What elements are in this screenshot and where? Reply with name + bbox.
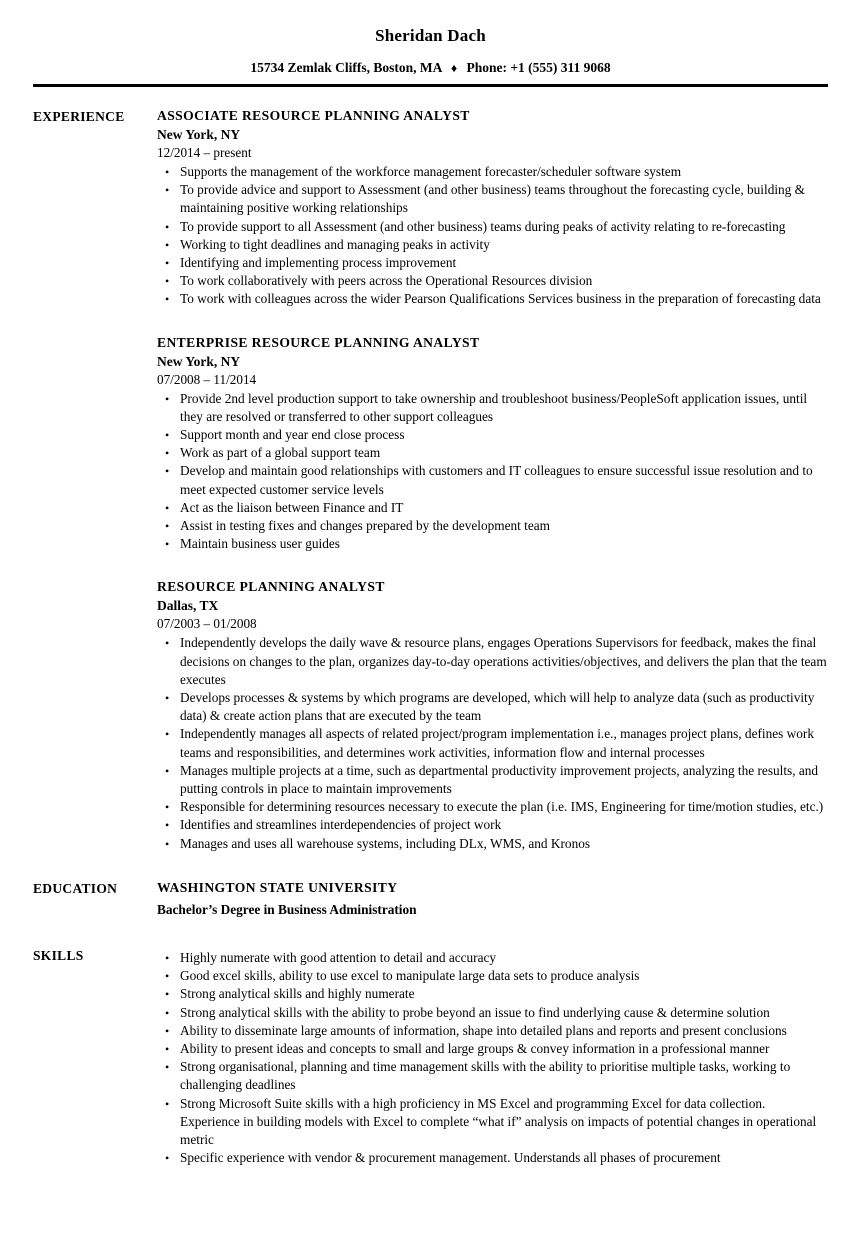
job-bullet: • Work as part of a global support team	[157, 444, 828, 462]
job-bullet: • Responsible for determining resources necessary to execute the plan (i.e. IMS, Engineering for time/motion studies, etc.)	[157, 798, 828, 816]
job-bullet: • Manages and uses all warehouse systems, including DLx, WMS, and Kronos	[157, 835, 828, 853]
contact-address: 15734 Zemlak Cliffs, Boston, MA	[250, 60, 442, 75]
education-section-label: EDUCATION	[33, 880, 118, 896]
job-bullet: • Develops processes & systems by which programs are developed, which will help to analyze data (such as productivity data) & create action plans that are executed by the team	[157, 689, 828, 725]
job-bullet-list	[157, 634, 828, 852]
job-bullet: • Act as the liaison between Finance and IT	[157, 499, 828, 517]
job-location: New York, NY	[157, 127, 241, 142]
skill-bullet: • Strong analytical skills and highly numerate	[157, 985, 828, 1003]
header-divider	[33, 84, 828, 87]
experience-section-label: EXPERIENCE	[33, 109, 125, 124]
skill-bullet: • Strong Microsoft Suite skills with a high proficiency in MS Excel and programming Excel for data collection. Experience in building models with Excel to complete “what if” analysis on impacts of potential changes in operational metric	[157, 1095, 828, 1150]
skills-bullet-list	[157, 949, 828, 1167]
job-title: ASSOCIATE RESOURCE PLANNING ANALYST	[157, 108, 470, 123]
diamond-separator-icon: ♦	[450, 61, 458, 75]
resume-body	[33, 108, 828, 1167]
job-bullet: • Manages multiple projects at a time, such as departmental productivity improvement projects, analyzing the results, and putting controls in place to maintain improvements	[157, 762, 828, 798]
skills-section	[33, 947, 828, 1167]
experience-section	[33, 108, 828, 853]
job-bullet: • Identifying and implementing process improvement	[157, 254, 828, 272]
skill-bullet: • Strong analytical skills with the ability to probe beyond an issue to find underlying cause & determine solution	[157, 1004, 828, 1022]
job-bullet: • Develop and maintain good relationships with customers and IT colleagues to ensure successful issue resolution and to meet expected customer service levels	[157, 462, 828, 498]
job-bullet-list	[157, 390, 828, 554]
skill-bullet: • Ability to disseminate large amounts of information, shape into detailed plans and reports and present conclusions	[157, 1022, 828, 1040]
job-entry	[157, 579, 828, 852]
job-bullet: • Supports the management of the workforce management forecaster/scheduler software system	[157, 163, 828, 181]
job-entry	[157, 335, 828, 554]
skill-bullet: • Good excel skills, ability to use excel to manipulate large data sets to produce analysis	[157, 967, 828, 985]
contact-line	[33, 60, 828, 76]
skill-bullet: • Highly numerate with good attention to detail and accuracy	[157, 949, 828, 967]
education-school: WASHINGTON STATE UNIVERSITY	[157, 879, 398, 895]
skill-bullet: • Specific experience with vendor & procurement management. Understands all phases of procurement	[157, 1149, 828, 1167]
job-location: Dallas, TX	[157, 598, 219, 614]
job-dates: 07/2008 – 11/2014	[157, 371, 257, 387]
job-bullet-list	[157, 163, 828, 309]
education-degree: Bachelor’s Degree in Business Administration	[157, 901, 417, 917]
job-bullet: • Provide 2nd level production support to take ownership and troubleshoot business/PeopleSoft application issues, until they are resolved or transferred to other support colleagues	[157, 390, 828, 426]
job-bullet: • To work collaboratively with peers across the Operational Resources division	[157, 272, 828, 290]
job-location: New York, NY	[157, 353, 241, 369]
job-dates: 07/2003 – 01/2008	[157, 616, 257, 632]
job-bullet: • Identifies and streamlines interdependencies of project work	[157, 816, 828, 834]
job-title: ENTERPRISE RESOURCE PLANNING ANALYST	[157, 334, 480, 350]
job-bullet: • Support month and year end close process	[157, 426, 828, 444]
resume-header	[33, 26, 828, 76]
person-name: Sheridan Dach	[375, 26, 486, 45]
job-bullet: • Independently manages all aspects of related project/program implementation i.e., manages project plans, defines work teams and responsibilities, and determines work activities, information flow and internal processes	[157, 725, 828, 761]
job-bullet: • To provide advice and support to Assessment (and other business) teams throughout the forecasting cycle, building & maintaining positive working relationships	[157, 181, 828, 217]
job-bullet: • Assist in testing fixes and changes prepared by the development team	[157, 517, 828, 535]
skills-section-label: SKILLS	[33, 947, 84, 963]
job-bullet: • Maintain business user guides	[157, 535, 828, 553]
skill-bullet: • Ability to present ideas and concepts to small and large groups & convey information in a professional manner	[157, 1040, 828, 1058]
job-bullet: • To work with colleagues across the wider Pearson Qualifications Services business in the preparation of forecasting data	[157, 290, 828, 308]
job-bullet: • To provide support to all Assessment (and other business) teams during peaks of activity relating to re-forecasting	[157, 218, 828, 236]
skill-bullet: • Strong organisational, planning and time management skills with the ability to prioritise multiple tasks, working to challenging deadlines	[157, 1058, 828, 1094]
education-section	[33, 880, 828, 918]
job-title: RESOURCE PLANNING ANALYST	[157, 579, 385, 595]
experience-jobs	[157, 108, 828, 853]
education-entry	[157, 880, 828, 918]
job-entry	[157, 108, 828, 309]
job-dates: 12/2014 – present	[157, 145, 252, 160]
contact-phone: Phone: +1 (555) 311 9068	[466, 60, 611, 75]
job-bullet: • Working to tight deadlines and managing peaks in activity	[157, 236, 828, 254]
job-bullet: • Independently develops the daily wave & resource plans, engages Operations Supervisors for feedback, makes the final decisions on changes to the plan, organizes day-to-day operations activities/objectives, and delivers the plan that the team executes	[157, 634, 828, 689]
